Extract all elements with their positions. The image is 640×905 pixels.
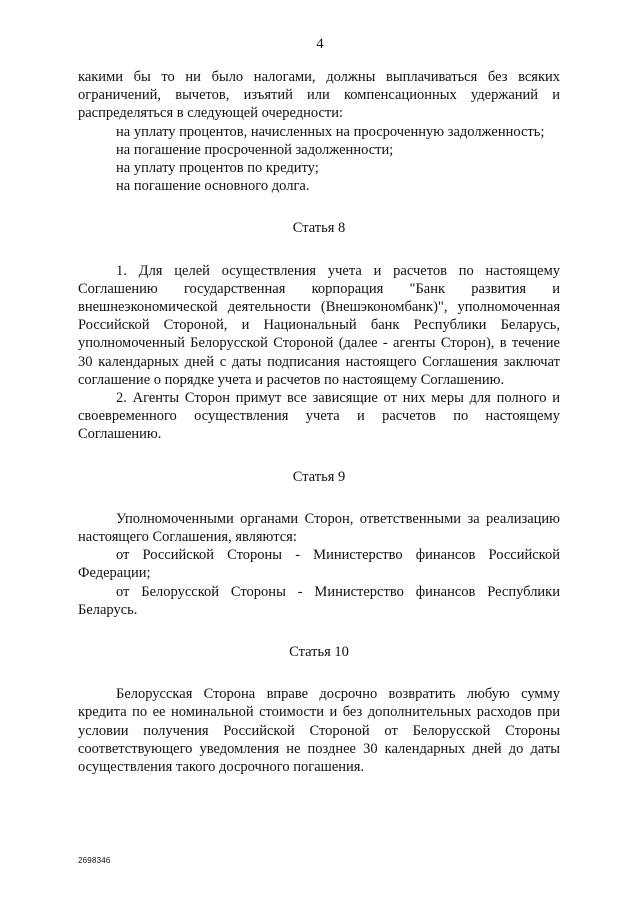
document-body <box>78 68 560 776</box>
article-10-heading: Статья 10 <box>289 644 349 661</box>
list-item: на уплату процентов по кредиту; <box>116 160 319 177</box>
article-9-paragraph-3: от Белорусской Стороны - Министерство финансов Республики Беларусь. <box>78 583 560 618</box>
list-item: на уплату процентов, начисленных на просроченную задолженность; <box>116 123 545 140</box>
article-9-heading: Статья 9 <box>292 468 346 485</box>
document-code: 2698346 <box>78 856 111 865</box>
article-10-paragraph-1: Белорусская Сторона вправе досрочно возвратить любую сумму кредита по ее номинальной стоимости и без дополнительных расходов при условии получения Российской Стороной от Белорусской Стороны соответствующего уведомления не позднее 30 календарных дней до даты осуществления такого досрочного погашения. <box>78 686 560 776</box>
intro-paragraph: какими бы то ни было налогами, должны выплачиваться без всяких ограничений, вычетов, изъятий или компенсационных удержаний и распределяться в следующей очередности: <box>78 69 560 122</box>
article-8-paragraph-2: 2. Агенты Сторон примут все зависящие от них меры для полного и своевременного осуществления учета и расчетов по настоящему Соглашению. <box>78 390 560 443</box>
article-9-paragraph-1: Уполномоченными органами Сторон, ответственными за реализацию настоящего Соглашения, являются: <box>78 510 560 546</box>
page-number: 4 <box>316 36 324 52</box>
article-8-paragraph-1: 1. Для целей осуществления учета и расчетов по настоящему Соглашению государственная корпорация "Банк развития и внешнеэкономической деятельности (Внешэкономбанк)", уполномоченная Российской Стороной, и Национальный банк Республики Беларусь, уполномоченный Белорусской Стороной (далее - агенты Сторон), в течение 30 календарных дней с даты подписания настоящего Соглашения заключат соглашение о порядке учета и расчетов по настоящему Соглашению. <box>78 262 560 388</box>
article-8-heading: Статья 8 <box>292 220 346 237</box>
list-item: на погашение просроченной задолженности; <box>116 141 394 158</box>
list-item: на погашение основного долга. <box>116 178 310 195</box>
article-9-paragraph-2: от Российской Стороны - Министерство финансов Российской Федерации; <box>78 547 560 582</box>
